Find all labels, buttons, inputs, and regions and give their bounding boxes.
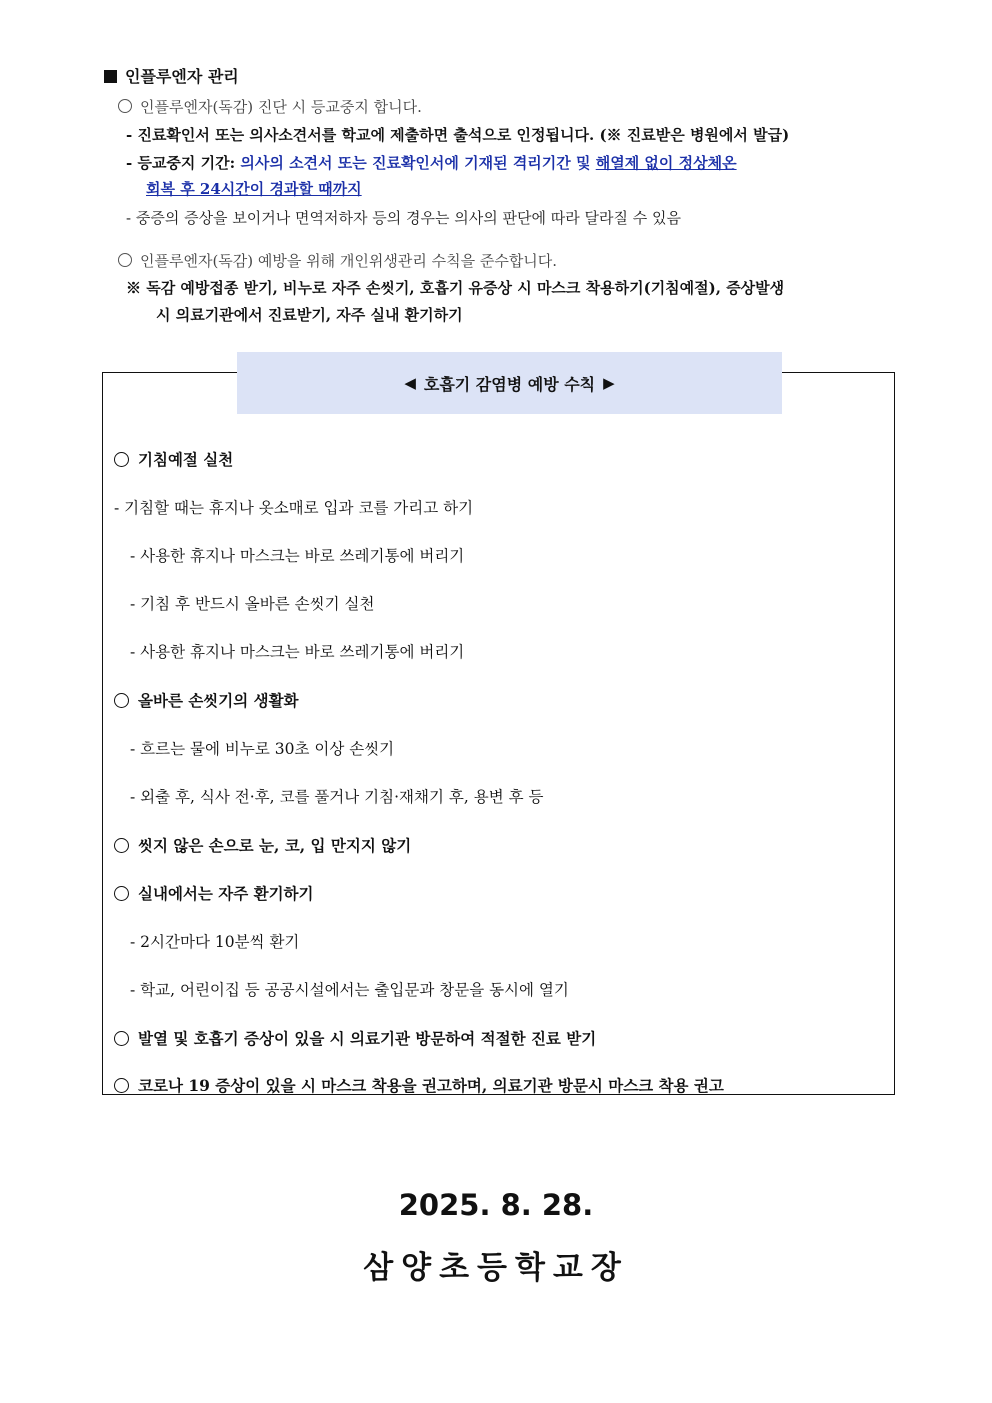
heading-2-text: 올바른 손씻기의 생활화 [138,691,299,710]
heading-4-line-1: - 2시간마다 10분씩 환기 [130,933,300,951]
item-2-text: 인플루엔자(독감) 예방을 위해 개인위생관리 수칙을 준수합니다. [140,252,558,270]
heading-6-text: 코로나 19 증상이 있을 시 마스크 착용을 권고하며, 의료기관 방문시 마스크 착용 권고 [138,1076,724,1095]
heading-4 [114,882,314,904]
heading-1-line-1: - 기침할 때는 휴지나 옷소매로 입과 코를 가리고 하기 [114,499,474,517]
heading-2-line-1: - 흐르는 물에 비누로 30초 이상 손씻기 [130,740,395,758]
circle-bullet-icon [114,452,129,467]
circle-bullet-icon [114,1031,129,1046]
heading-1 [114,448,233,470]
document-date: 2025. 8. 28. [398,1188,594,1222]
heading-2 [114,689,299,711]
sub-item-3: - 중증의 증상을 보이거나 면역저하자 등의 경우는 의사의 판단에 따라 달라질 수 있음 [126,209,681,227]
triangle-left-icon: ◀ [404,374,416,392]
square-bullet-icon [104,70,117,83]
sub-item-2 [126,152,737,173]
heading-1-line-3: - 기침 후 반드시 올바른 손씻기 실천 [130,595,375,613]
sub-item-1: - 진료확인서 또는 의사소견서를 학교에 제출하면 출석으로 인정됩니다. (※ 진료받은 병원에서 발급) [126,126,790,144]
heading-5-text: 발열 및 호흡기 증상이 있을 시 의료기관 방문하여 적절한 진료 받기 [138,1029,597,1048]
heading-6 [114,1074,724,1096]
school-principal-signature: 삼양초등학교장 [363,1250,629,1286]
sub-item-2-line2: 회복 후 24시간이 경과할 때까지 [146,180,362,198]
banner-title: 호흡기 감염병 예방 수칙 [423,374,596,394]
note-line-1: ※ 독감 예방접종 받기, 비누로 자주 손씻기, 호흡기 유증상 시 마스크 착용하기(기침예절), 증상발생 [126,279,785,297]
section-title-text: 인플루엔자 관리 [125,67,239,86]
triangle-right-icon: ▶ [603,374,615,392]
circle-bullet-icon [114,886,129,901]
item-1-text: 인플루엔자(독감) 진단 시 등교중지 합니다. [140,98,422,116]
item-1 [118,96,422,117]
heading-3-text: 씻지 않은 손으로 눈, 코, 입 만지지 않기 [138,836,412,855]
heading-4-text: 실내에서는 자주 환기하기 [138,884,314,903]
circle-bullet-icon [114,1078,129,1093]
heading-1-text: 기침예절 실천 [138,450,234,469]
heading-2-line-2: - 외출 후, 식사 전·후, 코를 풀거나 기침·재채기 후, 용변 후 등 [130,788,544,806]
circle-bullet-icon [118,99,132,113]
heading-1-line-2: - 사용한 휴지나 마스크는 바로 쓰레기통에 버리기 [130,547,465,565]
circle-bullet-icon [114,693,129,708]
circle-bullet-icon [118,253,132,267]
sub-item-2-underline: 해열제 없이 정상체온 [595,154,737,172]
heading-3 [114,834,411,856]
prevention-banner [237,352,782,414]
heading-5 [114,1027,596,1049]
sub-item-2-prefix: - 등교중지 기간: [126,154,241,172]
heading-4-line-2: - 학교, 어린이집 등 공공시설에서는 출입문과 창문을 동시에 열기 [130,981,569,999]
circle-bullet-icon [114,838,129,853]
sub-item-2-blue: 의사의 소견서 또는 진료확인서에 기재된 격리기간 및 [240,154,596,172]
item-2 [118,250,557,271]
note-line-2: 시 의료기관에서 진료받기, 자주 실내 환기하기 [156,306,463,324]
section-title [104,64,239,87]
heading-1-line-4: - 사용한 휴지나 마스크는 바로 쓰레기통에 버리기 [130,643,465,661]
